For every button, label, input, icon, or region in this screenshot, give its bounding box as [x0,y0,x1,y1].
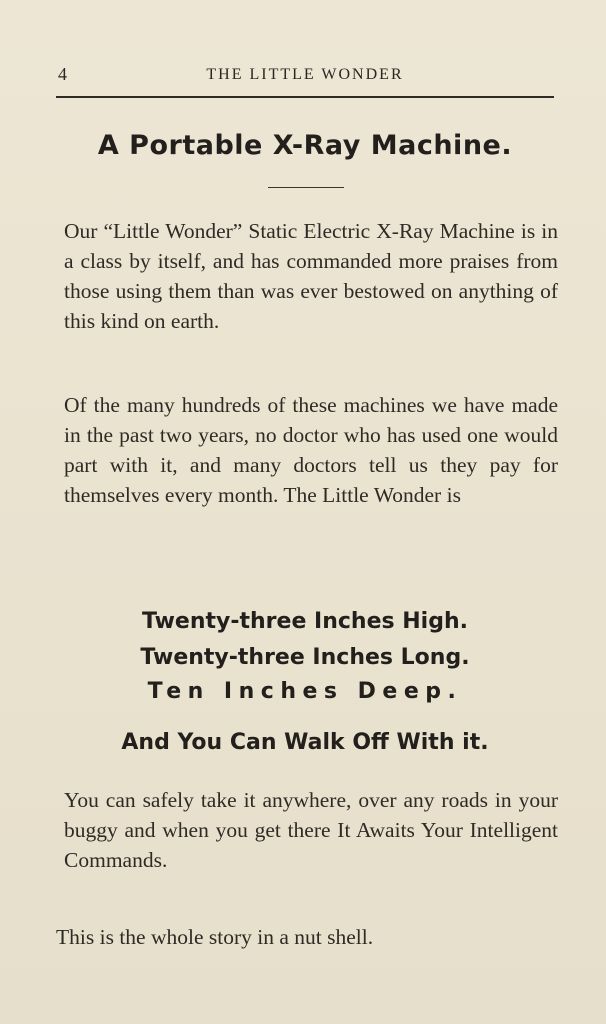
paragraph-machines: Of the many hundreds of these machines we have made in the past two years, no doctor who has used one would part with it, and many doctors tell us they pay for themselves every month. The Little Wonder is [64,393,558,507]
dimension-length: Twenty-three Inches Long. [140,645,470,670]
paragraph-summary: This is the whole story in a nut shell. [56,925,374,949]
paragraph-intro: Our “Little Wonder” Static Electric X-Ray Machine is in a class by itself, and has commanded more praises from those using them than was ever bestowed on anything of this kind on earth. [64,219,558,333]
tagline: And You Can Walk Off With it. [121,730,489,755]
paragraph-portability: You can safely take it anywhere, over any roads in your buggy and when you get there It Awaits Your Intelligent Commands. [64,788,558,872]
title-divider [268,187,344,188]
dimension-height: Twenty-three Inches High. [142,609,468,634]
running-title: THE LITTLE WONDER [206,66,404,83]
page-header [56,62,554,98]
page-title: A Portable X-Ray Machine. [97,130,513,161]
dimension-depth: Ten Inches Deep. [147,679,463,704]
page-number: 4 [58,64,68,84]
